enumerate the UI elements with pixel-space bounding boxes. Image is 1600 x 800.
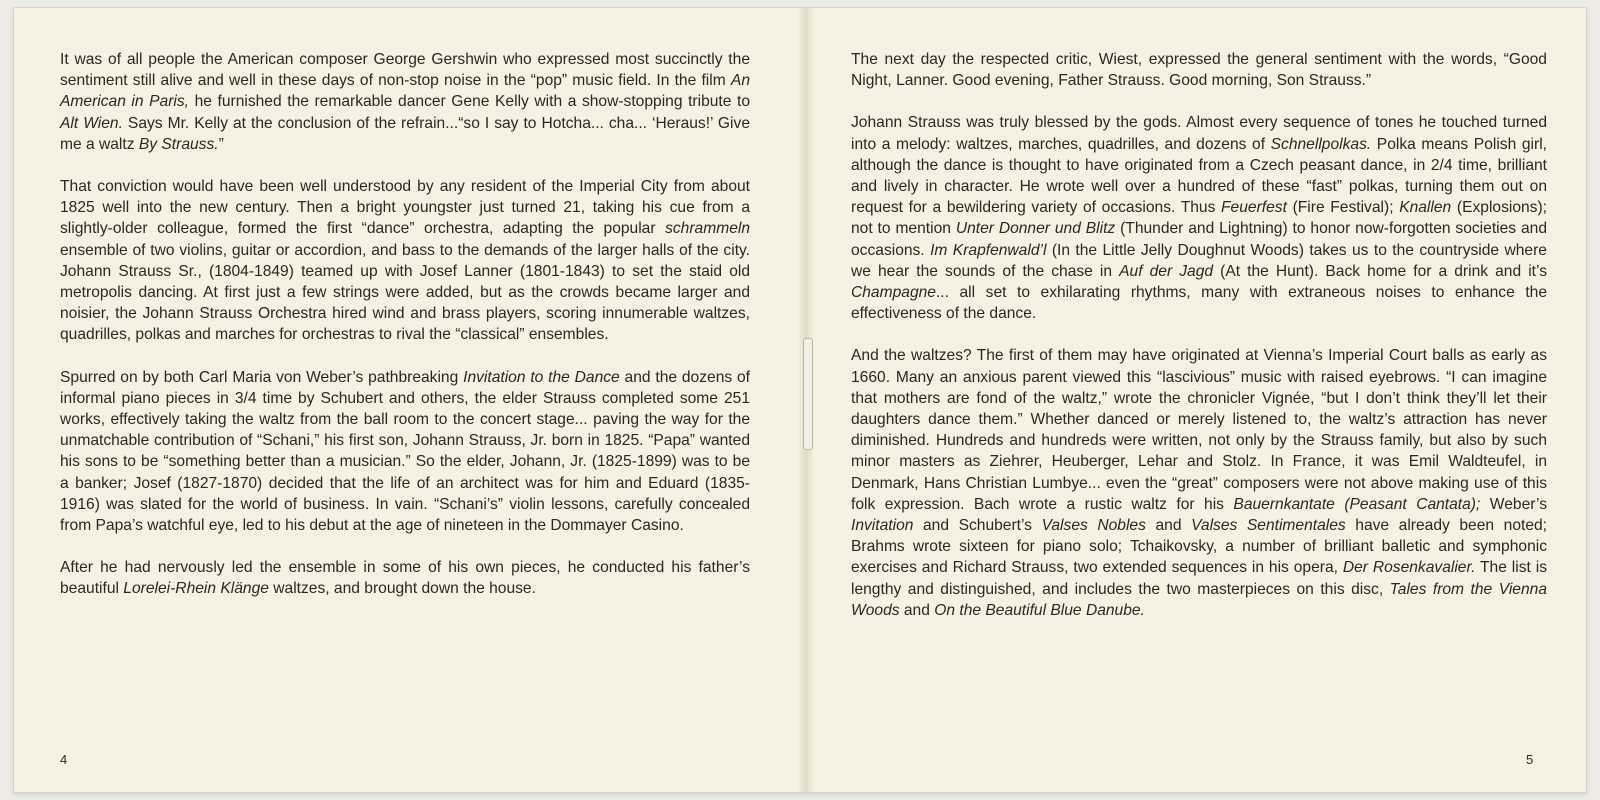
text-run: Spurred on by both Carl Maria von Weber’s pathbreaking xyxy=(60,368,464,386)
text-run: and the dozens of informal piano pieces in 3/4 time by Schubert and others, the elder Strauss completed some 251 works, effectively taking the waltz from the ball room to the concert stage... paving the way for the unmatchable contribution of “Schani,” his first son, Johann Strauss, Jr. born in 1825. “Papa” wanted his sons to be “something better than a musician.” So the elder, Johann, Jr. (1825-1899) was to be a banker; Josef (1827-1870) decided that the life of an architect was for him and Eduard (1835-1916) was slated for the world of business. In vain. “Schani’s” violin lessons, carefully concealed from Papa’s watchful eye, led to his debut at the age of nineteen in the Dommayer Casino. xyxy=(60,368,750,535)
text-run: And the waltzes? The first of them may have originated at Vienna’s Imperial Court balls as early as 1660. Many an anxious parent viewed this “lascivious” music with raised eyebrows. “I can imagine that mothers are fond of the waltz,” wrote the chronicler Vignée, “but I don’t think they’ll let their daughters dance them.” Whether danced or merely listened to, the waltz’s attraction has never diminished. Hundreds and hundreds were written, not only by the Strauss family, but also by such minor masters as Ziehrer, Heuberger, Lehar and Stolz. In France, it was Emil Waldteufel, in Denmark, Hans Christian Lumbye... even the “great” composers were not above making use of this folk expression. Bach wrote a rustic waltz for his xyxy=(851,347,1547,513)
text-run: (Fire Festival); xyxy=(1286,199,1400,217)
text-run: After he had nervously led the ensemble in some of his own pieces, he conducted his father’s beautiful xyxy=(60,559,750,598)
paragraph xyxy=(851,49,1547,91)
text-run: and xyxy=(1145,517,1192,535)
paragraph xyxy=(60,176,750,346)
italic-text-run: Schnellpolkas. xyxy=(1270,135,1372,153)
italic-text-run: Alt Wien. xyxy=(60,114,123,132)
text-run: ensemble of two violins, guitar or accordion, and bass to the demands of the larger halls of the city. Johann Strauss Sr., (1804-1849) teamed up with Josef Lanner (1801-1843) to set the staid old metropolis dancing. At first just a few strings were added, but as the crowds became larger and noisier, the Johann Strauss Orchestra hired wind and brass players, scoring innumerable waltzes, quadrilles, polkas and marches for orchestras to rival the “classical” ensembles. xyxy=(60,241,750,344)
paragraph xyxy=(851,112,1547,324)
italic-text-run: An American in Paris, xyxy=(60,72,750,111)
page-number: 4 xyxy=(60,752,68,767)
italic-text-run: Im Krapfenwald’l xyxy=(930,241,1047,259)
page-number: 5 xyxy=(1526,752,1534,767)
paragraph xyxy=(60,367,750,537)
text-run: he furnished the remarkable dancer Gene Kelly with a show-stopping tribute to xyxy=(189,93,750,111)
text-run: (Explosions); not to mention xyxy=(851,199,1548,238)
italic-text-run: Auf der Jagd xyxy=(1119,262,1214,280)
italic-text-run: Feuerfest xyxy=(1221,199,1287,217)
italic-text-run: Lorelei-Rhein Klänge xyxy=(123,580,269,598)
right-page xyxy=(813,8,1586,792)
text-run: Says Mr. Kelly at the conclusion of the refrain...“so I say to Hotcha... cha... ‘Heraus!’ Give me a waltz xyxy=(60,114,750,153)
italic-text-run: Invitation to the Dance xyxy=(463,368,620,386)
italic-text-run: schrammeln xyxy=(665,220,750,238)
italic-text-run: Knallen xyxy=(1399,199,1452,217)
text-run: Weber’s xyxy=(1480,495,1548,513)
booklet-spread xyxy=(14,8,1586,792)
italic-text-run: Der Rosenkavalier. xyxy=(1342,559,1476,577)
text-run: and Schubert’s xyxy=(913,517,1042,535)
italic-text-run: Invitation xyxy=(851,517,914,535)
right-page-text xyxy=(851,49,1547,642)
italic-text-run: Bauernkantate (Peasant Cantata); xyxy=(1233,495,1481,513)
text-run: That conviction would have been well understood by any resident of the Imperial City from about 1825 well into the new century. Then a bright youngster just turned 21, taking his cue from a slightly-older colleague, formed the first “dance” orchestra, adapting the popular xyxy=(60,178,750,238)
italic-text-run: Valses Sentimentales xyxy=(1191,517,1346,535)
text-run: The list is lengthy and distinguished, and includes the two masterpieces on this disc, xyxy=(851,559,1547,598)
staple xyxy=(803,338,813,450)
paragraph xyxy=(60,49,750,155)
text-run: have already been noted; Brahms wrote sixteen for piano solo; Tchaikovsky, a number of brilliant balletic and symphonic exercises and Richard Strauss, two extended sequences in his opera, xyxy=(851,517,1547,577)
paragraph xyxy=(851,345,1547,621)
italic-text-run: On the Beautiful Blue Danube. xyxy=(934,601,1145,619)
italic-text-run: Champagne xyxy=(851,284,936,302)
text-run: and xyxy=(899,601,935,619)
italic-text-run: By Strauss. xyxy=(138,135,219,153)
italic-text-run: Unter Donner und Blitz xyxy=(955,220,1116,238)
text-run: ... all set to exhilarating rhythms, many with extraneous noises to enhance the effectiveness of the dance. xyxy=(851,284,1547,323)
paragraph xyxy=(60,557,750,599)
italic-text-run: Tales from the Vienna Woods xyxy=(851,580,1547,619)
text-run: Polka means Polish girl, although the dance is thought to have originated from a Czech peasant dance, in 2/4 time, brilliant and lively in character. He wrote well over a hundred of these “fast” polkas, turning them out on request for a bewildering variety of occasions. Thus xyxy=(851,135,1548,217)
left-page-text xyxy=(60,49,750,621)
text-run: waltzes, and brought down the house. xyxy=(268,580,536,598)
text-run: ” xyxy=(218,135,224,153)
text-run: (At the Hunt). Back home for a drink and it’s xyxy=(1213,262,1547,280)
left-page xyxy=(14,8,799,792)
text-run: It was of all people the American composer George Gershwin who expressed most succinctly the sentiment still alive and well in these days of non-stop noise in the “pop” music field. In the film xyxy=(60,51,750,90)
text-run: (In the Little Jelly Doughnut Woods) takes us to the countryside where we hear the sounds of the chase in xyxy=(851,241,1547,280)
text-run: (Thunder and Lightning) to honor now-forgotten societies and occasions. xyxy=(851,220,1547,259)
italic-text-run: Valses Nobles xyxy=(1041,517,1146,535)
text-run: The next day the respected critic, Wiest, expressed the general sentiment with the words, “Good Night, Lanner. Good evening, Father Strauss. Good morning, Son Strauss.” xyxy=(851,51,1547,90)
text-run: Johann Strauss was truly blessed by the gods. Almost every sequence of tones he touched turned into a melody: waltzes, marches, quadrilles, and dozens of xyxy=(851,114,1547,153)
